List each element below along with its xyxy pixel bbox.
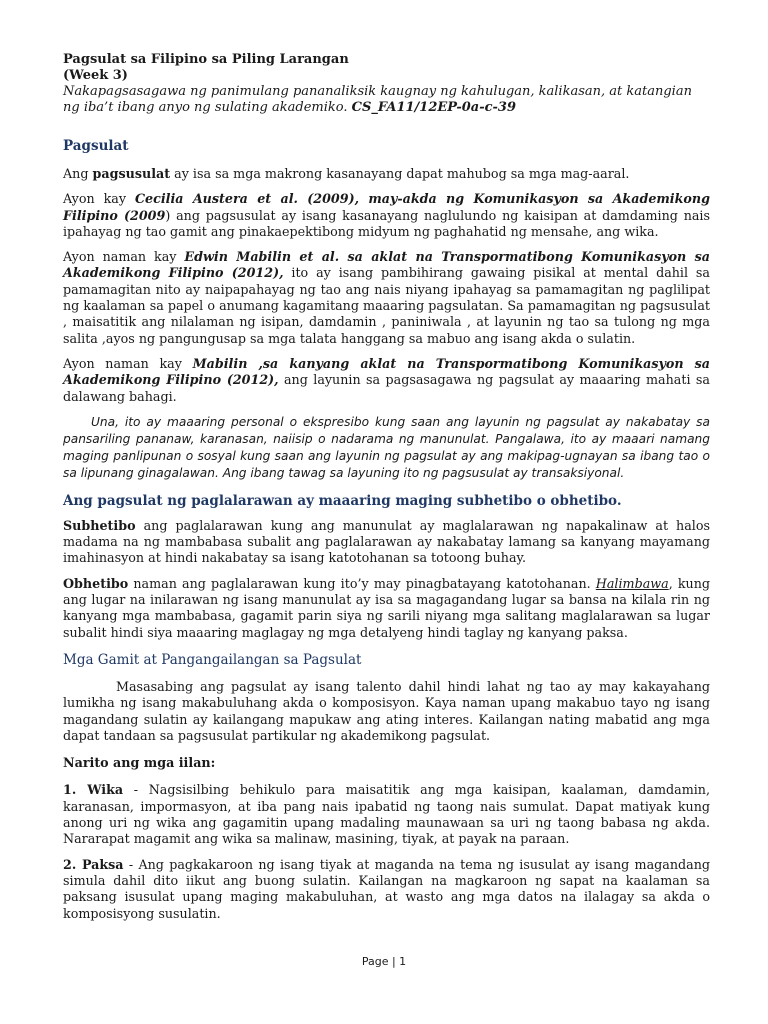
paragraph: Ayon kay Cecilia Austera et al. (2009), may-akda ng Komunikasyon sa Akademikong Filipino (2009) ang pagsusulat ay isang kasanayang naglulundo ng kaisipan at damdaming nais ipahayag ng tao gamit ang pinakaepektibong midyum ng paghahatid ng mensahe, ang wika. — [63, 191, 711, 239]
learning-objective: Nakapagsasagawa ng panimulang pananaliksik kaugnay ng kahulugan, kalikasan, at katangian ng iba’t ibang anyo ng sulating akademiko. CS_FA11/12EP-0a-c-39 — [63, 84, 692, 115]
section-heading-gamit: Mga Gamit at Pangangailangan sa Pagsulat — [63, 651, 362, 668]
list-item: 2. Paksa - Ang pagkakaroon ng isang tiyak at maganda na tema ng isusulat ay isang magandang simula dahil dito iikut ang buong sulatin. Kailangan na magkaroon ng sapat na kaalaman sa paksang isusulat upang maging makabuluhan, at wasto ang mga datos na ilalagay sa akda o komposisyong susulatin. — [63, 856, 710, 921]
paragraph: Ayon naman kay Edwin Mabilin et al. sa aklat na Transpormatibong Komunikasyon sa Akademikong Filipino (2012), ito ay isang pambihirang gawaing pisikal at mental dahil sa pamamagitan nito ay naipapahayag ng tao ang nais niyang ipahayag sa pamamagitan ng paglilipat ng kaalaman sa papel o anumang kagamitang maaaring pagsulatan. Sa pamamagitan ng pagsusulat , maisatitik ang nilalaman ng isipan, damdamin , paniniwala , at layunin ng tao sa tulong ng mga salita ,ayos ng pangungusap sa mga talata hanggang sa mabuo ang isang akda o sulatin. — [63, 249, 710, 346]
week-label: (Week 3) — [63, 68, 128, 83]
competency-code: CS_FA11/12EP-0a-c-39 — [351, 100, 517, 115]
section-heading-pagsulat: Pagsulat — [63, 138, 129, 154]
paragraph: Ang pagsusulat ay isa sa mga makrong kasanayang dapat mahubog sa mga mag-aaral. — [63, 166, 630, 181]
document-header — [63, 52, 710, 116]
italic-paragraph: Una, ito ay maaaring personal o ekspresibo kung saan ang layunin ng pagsulat ay nakabatay sa pansariling pananaw, karanasan, naiisip o nadarama ng manunulat. Pangalawa, ito ay maaari namang maging panlipunan o sosyal kung saan ang layunin ng pagsulat ay ang makipag-ugnayan sa ibang tao o sa lipunang ginagalawan. Ang ibang tawag sa layuning ito ng pagsusulat ay transaksiyonal. — [63, 414, 710, 480]
list-item: 1. Wika - Nagsisilbing behikulo para maisatitik ang mga kaisipan, kaalaman, damdamin, karanasan, impormasyon, at iba pang nais ipabatid ng taong nais sumulat. Dapat matiyak kung anong uri ng wika ang gagamitin upang madaling maunawaan sa uri ng taong babasa ng akda. Nararapat magamit ang wika sa malinaw, masining, tiyak, at payak na paraan. — [63, 782, 710, 847]
paragraph: Subhetibo ang paglalarawan kung ang manunulat ay maglalarawan ng napakalinaw at halos madama na ng mambabasa subalit ang paglalarawan ay nakabatay lamang sa kanyang mayamang imahinasyon at hindi nakabatay sa isang katotohanan sa totoong buhay. — [63, 517, 710, 566]
paragraph: Masasabing ang pagsulat ay isang talento dahil hindi lahat ng tao ay may kakayahang lumikha ng isang makabuluhang akda o komposisyon. Kaya naman upang makabuo tayo ng isang magandang sulatin ay kailangang mapukaw ang ating interes. Kailangan nating mabatid ang mga dapat tandaan sa pagsusulat partikular ng akademikong pagsulat. — [63, 678, 710, 743]
paragraph: Ayon naman kay Mabilin ,sa kanyang aklat na Transpormatibong Komunikasyon sa Akademikong Filipino (2012), ang layunin sa pagsasagawa ng pagsulat ay maaaring mahati sa dalawang bahagi. — [63, 355, 710, 404]
list-lead: Narito ang mga iilan: — [63, 755, 216, 771]
paragraph: Obhetibo naman ang paglalarawan kung ito’y may pinagbatayang katotohanan. Halimbawa, kung ang lugar na inilarawan ng isang manunulat ay isa sa magagandang lugar sa bansa na kilala rin ng kanyang mga mambabasa, gagamit parin siya ng sarili niyang mga salitang maglalarawan sa lugar subalit hindi siya maaaring maglagay ng mga detalyeng hindi taglay ng kanyang paksa. — [63, 575, 711, 640]
page-number: Page | 1 — [361, 955, 407, 968]
section-heading-paglalarawan: Ang pagsulat ng paglalarawan ay maaaring maging subhetibo o obhetibo. — [63, 492, 622, 509]
document-title: Pagsulat sa Filipino sa Piling Larangan — [63, 52, 349, 67]
